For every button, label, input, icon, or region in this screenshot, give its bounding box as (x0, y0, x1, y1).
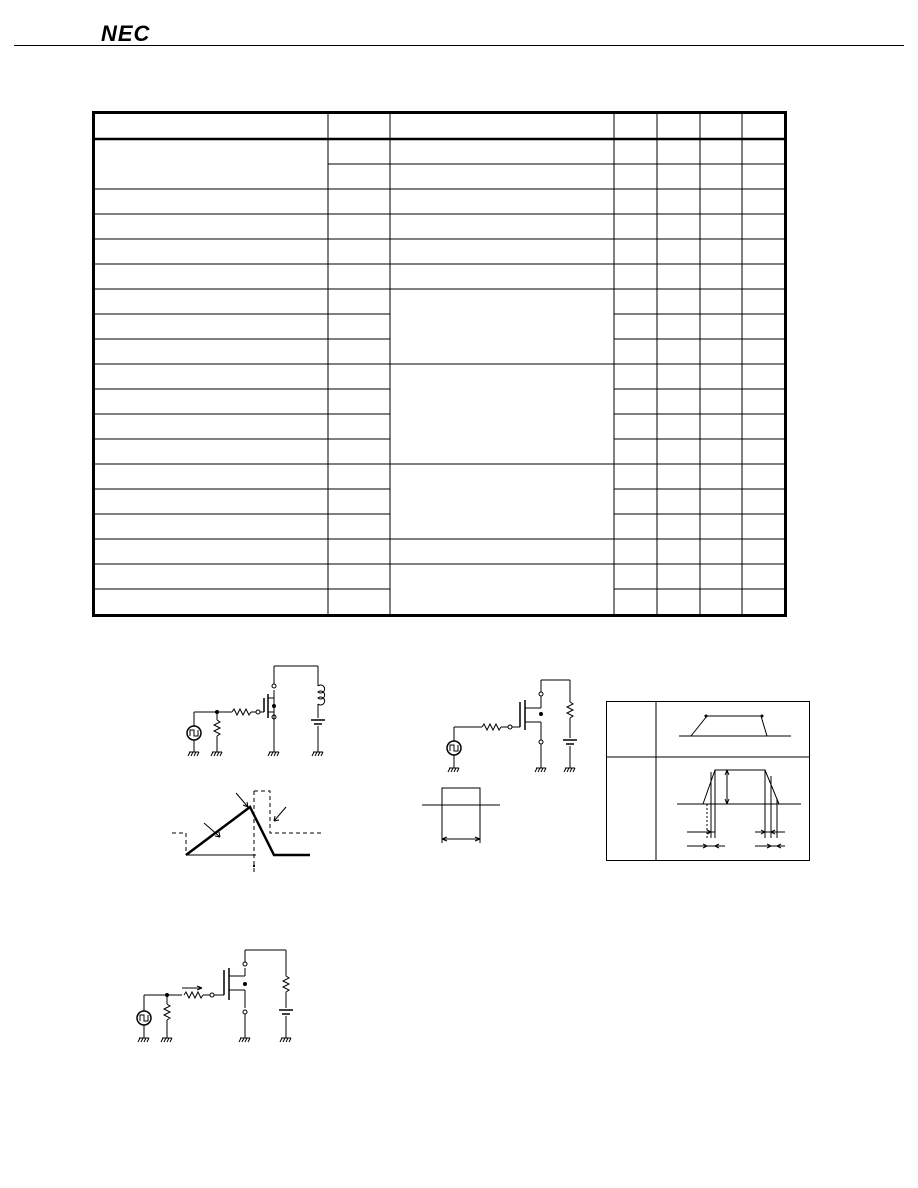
header-divider (14, 45, 904, 46)
switching-test-circuit (440, 672, 590, 782)
nec-logo: NEC (101, 21, 151, 46)
gate-charge-test-circuit (128, 940, 303, 1050)
switching-waveform-table (605, 700, 812, 863)
gate-pulse (420, 785, 505, 850)
avalanche-test-circuit (180, 660, 340, 765)
electrical-characteristics-table (92, 111, 788, 621)
avalanche-waveform (170, 785, 330, 880)
